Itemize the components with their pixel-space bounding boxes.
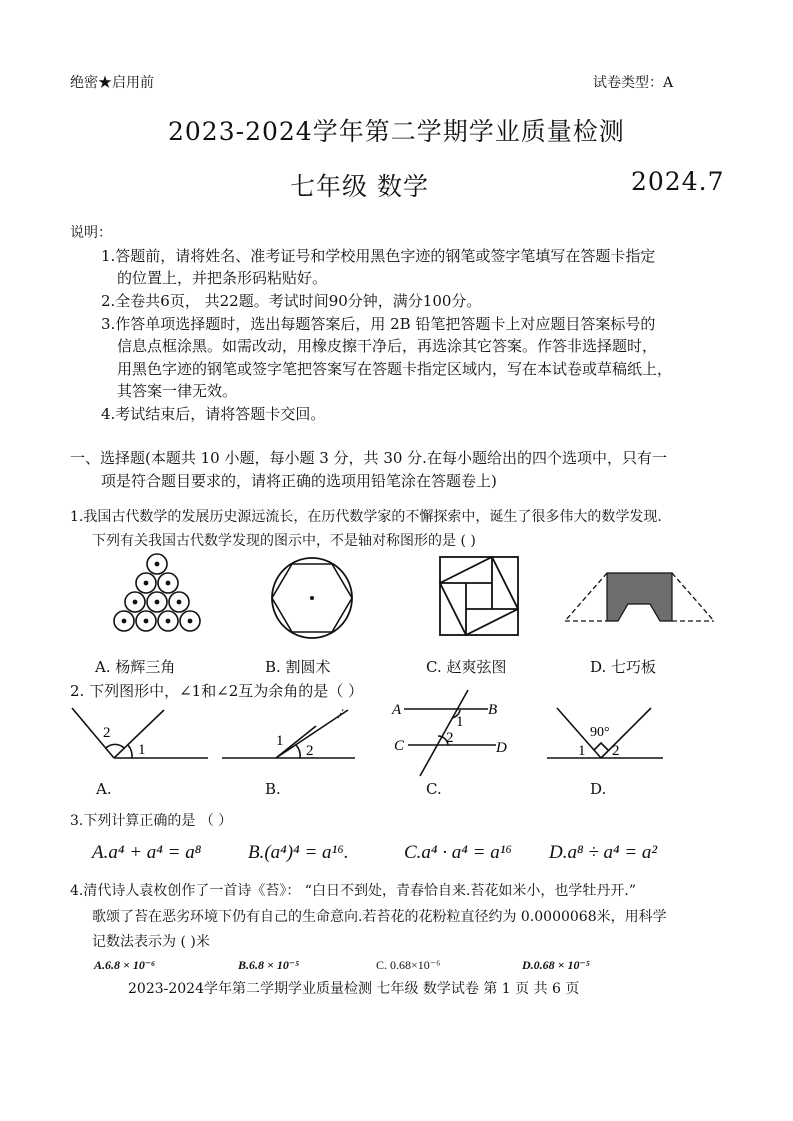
section1-line2: 项是符合题目要求的，请将正确的选项用铅笔涂在答题卷上) [101,472,497,490]
q1-option-d: D. 七巧板 [590,658,657,676]
instruction-4: 4.考试结束后，请将答题卡交回。 [101,405,326,423]
q3-option-c: C.a⁴ · a⁴ = a¹⁶ [404,842,513,863]
q2-option-d: D. [590,780,607,798]
q2-option-a: A. [96,780,112,798]
q2-stem: 2. 下列图形中，∠1和∠2互为余角的是（ ） [70,682,364,700]
yanghui-triangle-figure [110,552,205,640]
q2-option-b: B. [265,780,281,798]
q3-stem: 3.下列计算正确的是 （ ） [70,813,233,829]
q2-c-label-c: C [394,738,405,754]
q2-c-label-2: 2 [446,730,454,746]
q4-option-d: D.0.68 × 10⁻⁵ [522,958,591,972]
tangram-figure [560,568,720,628]
instructions-heading: 说明： [70,225,112,241]
page-footer: 2023-2024学年第二学期学业质量检测 七年级 数学试卷 第 1 页 共 6 页 [128,981,580,997]
instruction-3-line3: 用黑色字迹的钢笔或签字笔把答案写在答题卡指定区域内，写在本试卷或草稿纸上， [117,360,673,378]
circle-cutting-figure [266,554,358,644]
instruction-3-line1: 3.作答单项选择题时，选出每题答案后，用 2B 铅笔把答题卡上对应题目答案标号的 [101,315,656,333]
instruction-1-line2: 的位置上，并把条形码粘贴好。 [117,269,328,287]
confidential-label: 绝密★启用前 [70,75,154,91]
q2-c-label-d: D [496,740,507,756]
section1-line1: 一、选择题(本题共 10 小题，每小题 3 分，共 30 分.在每小题给出的四个选项中，只有一 [70,449,667,467]
q2-b-label-2: 2 [306,743,314,759]
paper-type-label: 试卷类型：A [593,75,674,91]
q4-line1: 4.清代诗人袁枚创作了一首诗《苔》： “白日不到处，青春恰自来.苔花如米小，也学牡丹开.” [70,883,637,899]
q2-d-label-2: 2 [612,743,620,759]
zhao-shuang-chord-figure [436,553,522,641]
q2-a-label-2: 2 [103,725,111,741]
q2-figure-b [220,700,360,766]
q3-option-b: B.(a⁴)⁴ = a¹⁶. [248,842,349,863]
q4-option-a: A.6.8 × 10⁻⁶ [94,958,156,972]
q2-c-label-b: B [488,702,498,718]
q1-option-a: A. 杨辉三角 [95,658,176,676]
q2-d-label-90: 90° [590,725,610,740]
q2-figure-d [545,700,665,766]
q1-option-c: C. 赵爽弦图 [426,658,507,676]
q2-c-label-a: A [392,702,402,718]
q1-option-b: B. 割圆术 [265,658,331,676]
q1-line2: 下列有关我国古代数学发现的图示中，不是轴对称图形的是 ( ) [92,533,476,549]
q4-option-c: C. 0.68×10⁻⁶ [376,958,441,972]
q3-option-a: A.a⁴ + a⁴ = a⁸ [92,842,202,863]
exam-date: 2024.7 [631,167,725,196]
instruction-2: 2.全卷共6页， 共22题。考试时间90分钟，满分100分。 [101,292,482,310]
q2-b-label-1: 1 [276,733,284,749]
q2-c-label-1: 1 [456,714,464,730]
q2-a-label-1: 1 [138,742,146,758]
q2-figure-a [68,700,213,766]
instruction-1-line1: 1.答题前，请将姓名、准考证号和学校用黑色字迹的钢笔或签字笔填写在答题卡指定 [101,247,656,265]
q2-d-label-1: 1 [578,743,586,759]
instruction-3-line2: 信息点框涂黑。如需改动，用橡皮擦干净后，再选涂其它答案。作答非选择题时， [117,337,658,355]
q4-line2: 歌颂了苔在恶劣环境下仍有自己的生命意向.若苔花的花粉粒直径约为 0.0000068米，用科学 [92,909,667,925]
q2-option-c: C. [426,780,442,798]
q4-line3: 记数法表示为 ( )米 [92,934,210,950]
exam-title: 2023-2024学年第二学期学业质量检测 [168,117,625,146]
exam-subject: 七年级 数学 [290,172,429,201]
q2-figure-c [388,688,518,778]
instruction-3-line4: 其答案一律无效。 [117,382,238,400]
q1-line1: 1.我国古代数学的发展历史源远流长，在历代数学家的不懈探索中，诞生了很多伟大的数学发现. [70,509,662,525]
q3-option-d: D.a⁸ ÷ a⁴ = a² [549,842,658,863]
q4-option-b: B.6.8 × 10⁻⁵ [238,958,300,972]
